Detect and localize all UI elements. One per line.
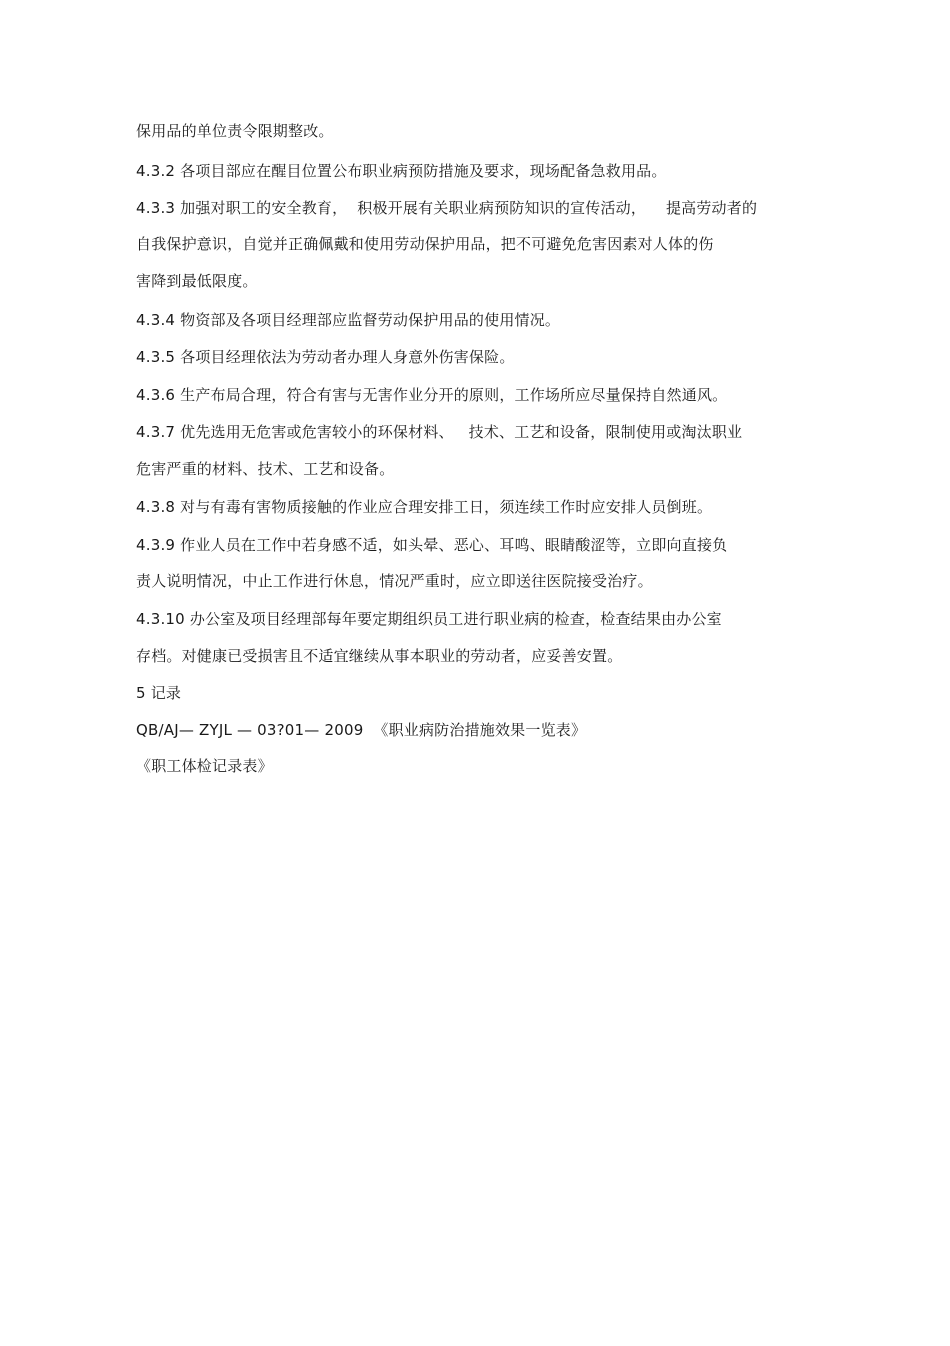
section-4-3-6: 4.3.6 生产布局合理，符合有害与无害作业分开的原则，工作场所应尽量保持自然通风。 (136, 386, 728, 404)
text-line: 保用品的单位责令限期整改。 (136, 122, 334, 140)
text-line: 危害严重的材料、技术、工艺和设备。 (136, 460, 395, 478)
text-line: 责人说明情况，中止工作进行休息，情况严重时，应立即送往医院接受治疗。 (136, 572, 653, 590)
section-4-3-8: 4.3.8 对与有毒有害物质接触的作业应合理安排工日，须连续工作时应安排人员倒班。 (136, 498, 713, 516)
section-4-3-10: 4.3.10 办公室及项目经理部每年要定期组织员工进行职业病的检查，检查结果由办公室 (136, 610, 722, 628)
record-form-code: QB/AJ— ZYJL — 03?01— 2009 《职业病防治措施效果一览表》 (136, 721, 587, 739)
record-form-title: 《职工体检记录表》 (136, 757, 273, 775)
section-4-3-2: 4.3.2 各项目部应在醒目位置公布职业病预防措施及要求，现场配备急救用品。 (136, 162, 667, 180)
section-4-3-4: 4.3.4 物资部及各项目经理部应监督劳动保护用品的使用情况。 (136, 311, 561, 329)
text-line: 自我保护意识，自觉并正确佩戴和使用劳动保护用品，把不可避免危害因素对人体的伤 (136, 235, 714, 253)
section-4-3-3: 4.3.3 加强对职工的安全教育， 积极开展有关职业病预防知识的宣传活动， 提高劳动者的 (136, 199, 758, 217)
section-5-heading: 5 记录 (136, 684, 182, 702)
section-4-3-9: 4.3.9 作业人员在工作中若身感不适，如头晕、恶心、耳鸣、眼睛酸涩等，立即向直接负 (136, 536, 728, 554)
text-line: 害降到最低限度。 (136, 272, 258, 290)
section-4-3-7: 4.3.7 优先选用无危害或危害较小的环保材料、 技术、工艺和设备，限制使用或淘汰职业 (136, 423, 743, 441)
section-4-3-5: 4.3.5 各项目经理依法为劳动者办理人身意外伤害保险。 (136, 348, 515, 366)
text-line: 存档。对健康已受损害且不适宜继续从事本职业的劳动者，应妥善安置。 (136, 647, 623, 665)
